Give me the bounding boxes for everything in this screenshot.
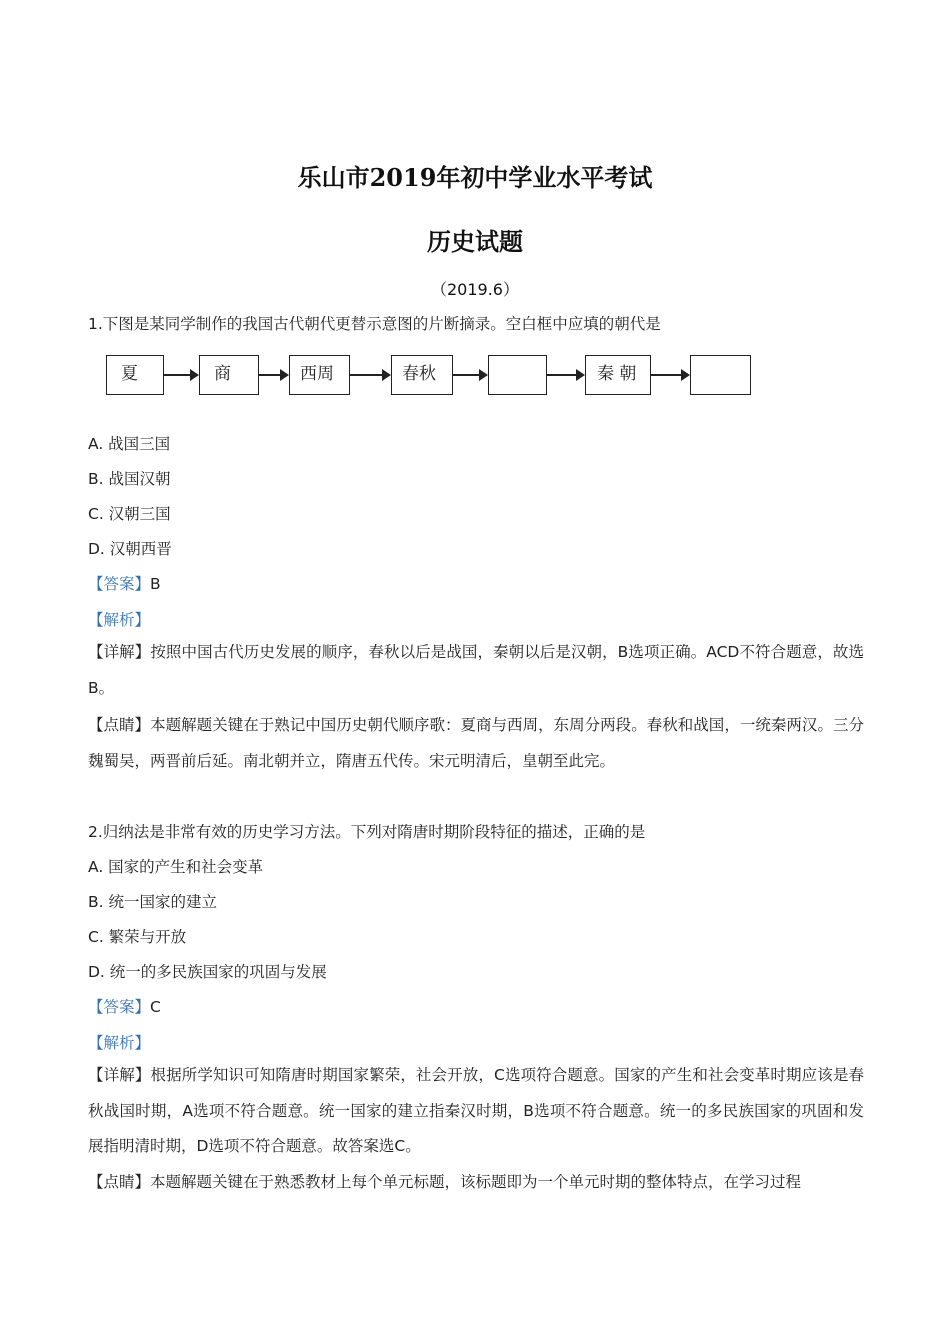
note-label: 【点睛】 (88, 1173, 151, 1191)
detail-label: 【详解】 (88, 1066, 151, 1084)
detail-label: 【详解】 (88, 643, 151, 661)
detail-text: 根据所学知识可知隋唐时期国家繁荣，社会开放，C选项符合题意。国家的产生和社会变革时期应该是春秋战国时期，A选项不符合题意。统一国家的建立指秦汉时期，B选项不符合题意。统一的多民族国家的巩固和发展指明清时期，D选项不符合题意。故答案选C。 (88, 1066, 864, 1155)
q2-option-c: C. 繁荣与开放 (88, 928, 187, 946)
note-text: 本题解题关键在于熟记中国历史朝代顺序歌：夏商与西周，东周分两段。春秋和战国，一统秦两汉。三分魏蜀吴，两晋前后延。南北朝并立，隋唐五代传。宋元明清后，皇朝至此完。 (88, 716, 864, 770)
answer-value: B (150, 575, 161, 593)
q1-option-c: C. 汉朝三国 (88, 505, 171, 523)
arrow-icon (547, 374, 583, 376)
arrow-icon (259, 374, 287, 376)
arrow-icon (350, 374, 389, 376)
detail-text: 按照中国古代历史发展的顺序，春秋以后是战国，秦朝以后是汉朝，B选项正确。ACD不符合题意，故选B。 (88, 643, 864, 697)
page-title: 乐山市2019年初中学业水平考试 (297, 163, 653, 192)
diagram-box-xizhou: 西周 (289, 355, 350, 395)
q1-analysis-label: 【解析】 (88, 611, 151, 629)
diagram-box-shang: 商 (199, 355, 259, 395)
q1-option-d: D. 汉朝西晋 (88, 540, 172, 558)
q2-detail (88, 1058, 864, 1165)
diagram-box-qin: 秦 朝 (585, 355, 651, 395)
note-text: 本题解题关键在于熟悉教材上每个单元标题，该标题即为一个单元时期的整体特点，在学习过程 (150, 1173, 802, 1191)
answer-value: C (150, 998, 161, 1016)
diagram-box-blank-1 (488, 355, 547, 395)
answer-label: 【答案】 (88, 575, 151, 593)
arrow-icon (164, 374, 197, 376)
answer-label: 【答案】 (88, 998, 151, 1016)
q1-stem: 1.下图是某同学制作的我国古代朝代更替示意图的片断摘录。空白框中应填的朝代是 (88, 315, 661, 333)
arrow-icon (651, 374, 688, 376)
q2-option-d: D. 统一的多民族国家的巩固与发展 (88, 963, 327, 981)
q2-option-b: B. 统一国家的建立 (88, 893, 217, 911)
q1-option-a: A. 战国三国 (88, 435, 171, 453)
note-label: 【点睛】 (88, 716, 151, 734)
page-subtitle: 历史试题 (427, 227, 523, 256)
exam-date: （2019.6） (431, 280, 519, 299)
q2-analysis-label: 【解析】 (88, 1034, 151, 1052)
q2-answer (88, 997, 161, 1017)
q1-answer (88, 574, 161, 594)
diagram-box-xia: 夏 (106, 355, 164, 395)
q2-note (88, 1165, 864, 1201)
q2-option-a: A. 国家的产生和社会变革 (88, 858, 264, 876)
q2-stem: 2.归纳法是非常有效的历史学习方法。下列对隋唐时期阶段特征的描述，正确的是 (88, 823, 646, 841)
diagram-box-chunqiu: 春秋 (391, 355, 453, 395)
q1-option-b: B. 战国汉朝 (88, 470, 171, 488)
diagram-box-blank-2 (690, 355, 751, 395)
q1-detail (88, 635, 864, 706)
q1-note (88, 708, 864, 779)
arrow-icon (453, 374, 486, 376)
